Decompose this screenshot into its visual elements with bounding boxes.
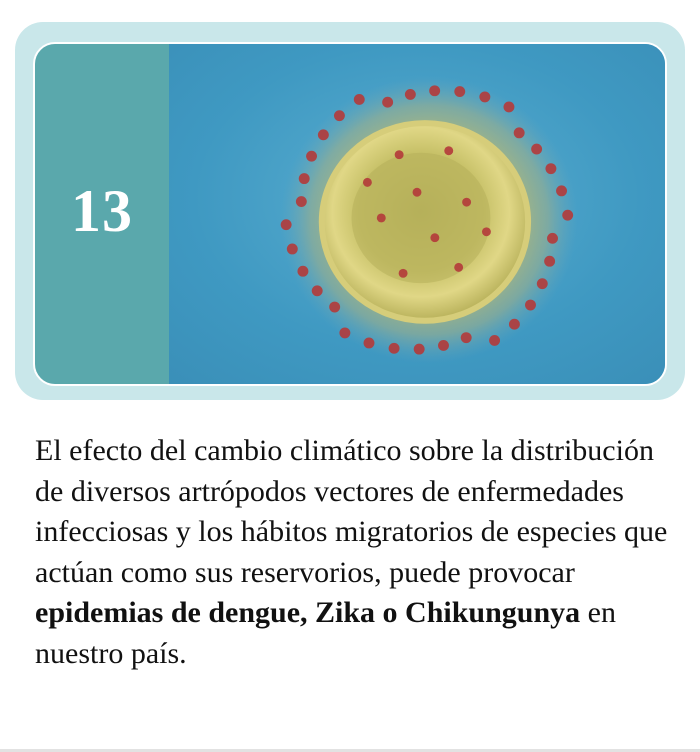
paragraph-emphasis: epidemias de dengue, Zika o Chikungunya: [35, 596, 581, 629]
virus-spike: [562, 210, 573, 221]
virus-spike: [462, 198, 471, 207]
virus-spike: [389, 343, 400, 354]
fact-number: 13: [71, 177, 133, 244]
virus-spike: [504, 102, 515, 113]
virus-spike: [556, 185, 567, 196]
virus-illustration: [169, 44, 665, 384]
virus-spike: [482, 227, 491, 236]
virus-spike: [489, 335, 500, 346]
virus-spike: [547, 233, 558, 244]
virus-spike: [377, 214, 386, 223]
virus-spike: [363, 178, 372, 187]
virus-spike: [514, 127, 525, 138]
virus-spike: [429, 85, 440, 96]
virus-spike: [399, 269, 408, 278]
fact-card: [15, 22, 685, 400]
virus-spike: [296, 196, 307, 207]
virus-spike: [318, 129, 329, 140]
virus-spike: [339, 327, 350, 338]
virus-spike: [312, 285, 323, 296]
virus-spike: [395, 150, 404, 159]
virus-spike: [299, 173, 310, 184]
virus-spike: [525, 300, 536, 311]
number-panel: [35, 44, 169, 384]
virus-spike: [306, 151, 317, 162]
virus-spike: [329, 302, 340, 313]
virus-spike: [414, 344, 425, 355]
virus-spike: [544, 256, 555, 267]
fact-card-inner: [33, 42, 667, 386]
virus-spike: [509, 319, 520, 330]
virus-spike: [430, 233, 439, 242]
paragraph-text-end: en nuestro país.: [35, 596, 616, 670]
virus-spike: [454, 263, 463, 272]
virus-spike: [287, 244, 298, 255]
body-paragraph: [35, 431, 675, 674]
virus-micrograph-image: [169, 44, 665, 384]
virus-spike: [438, 340, 449, 351]
virus-spike: [545, 163, 556, 174]
virus-spike: [297, 266, 308, 277]
virus-spike: [454, 86, 465, 97]
virus-spike: [531, 144, 542, 155]
virus-spike: [281, 219, 292, 230]
virus-spike: [405, 89, 416, 100]
virus-spike: [537, 278, 548, 289]
virus-spike: [364, 338, 375, 349]
virus-spike: [354, 94, 365, 105]
virus-spike: [444, 146, 453, 155]
virus-spike: [334, 110, 345, 121]
virus-spike: [461, 332, 472, 343]
virus-spike: [413, 188, 422, 197]
virus-spike: [382, 97, 393, 108]
paragraph-text-start: El efecto del cambio climático sobre la distribución de diversos artrópodos vectores de enfermedades infecciosas y los hábitos migratorios de especies que actúan como sus reservorios, puede provocar: [35, 434, 668, 589]
virus-spike: [479, 91, 490, 102]
